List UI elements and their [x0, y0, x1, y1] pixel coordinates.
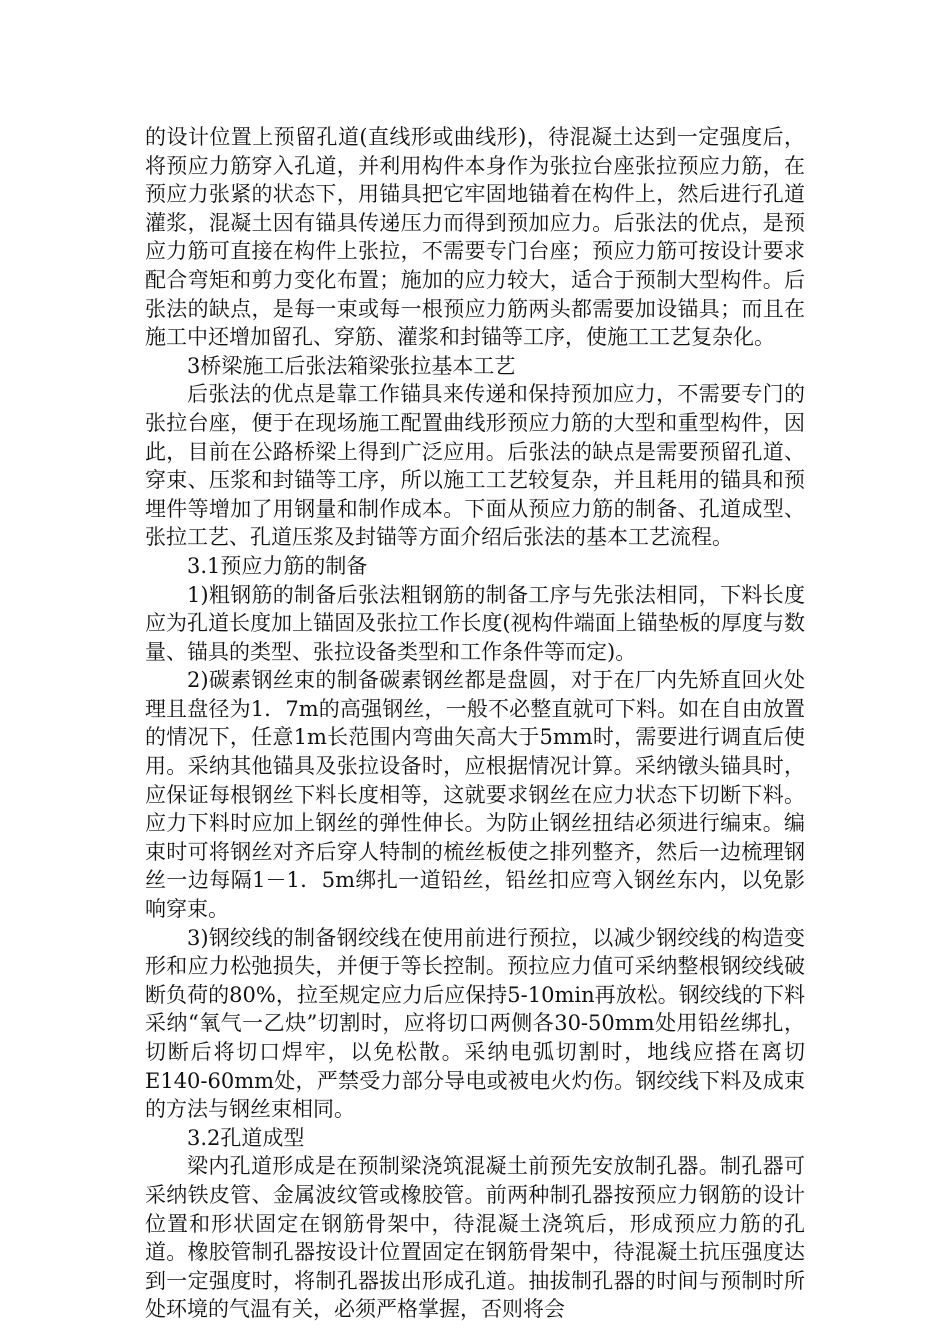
paragraph-post-tension-overview: 后张法的优点是靠工作锚具来传递和保持预加应力，不需要专门的张拉台座，便于在现场施工配置曲线形预应力筋的大型和重型构件，因此，目前在公路桥梁上得到广泛应用。后张法的缺点是需要预留孔道、穿束、压浆和封锚等工序，所以施工工艺较复杂，并且耗用的锚具和预埋件等增加了用钢量和制作成本。下面从预应力筋的制备、孔道成型、张拉工艺、孔道压浆及封锚等方面介绍后张法的基本工艺流程。 [145, 382, 805, 550]
paragraph-steel-strand: 3)钢绞线的制备钢绞线在使用前进行预拉，以减少钢绞线的构造变形和应力松弛损失，并便于等长控制。预拉应力值可采纳整根钢绞线破断负荷的80%，拉至规定应力后应保持5-10min再放松。钢绞线的下料采纳“氧气一乙炔”切割时，应将切口两侧各30-50mm处用铅丝绑扎，切断后将切口焊牢，以免松散。采纳电弧切割时，地线应搭在离切E140-60mm处，严禁受力部分导电或被电火灼伤。钢绞线下料及成束的方法与钢丝束相同。 [145, 925, 805, 1122]
section-heading-3-1: 3.1预应力筋的制备 [187, 553, 368, 578]
document-body [145, 123, 805, 1324]
paragraph-continued: 的设计位置上预留孔道(直线形或曲线形)，待混凝土达到一定强度后，将预应力筋穿入孔道，并利用构件本身作为张拉台座张拉预应力筋，在预应力张紧的状态下，用锚具把它牢固地锚着在构件上，然后进行孔道灌浆，混凝土因有锚具传递压力而得到预加应力。后张法的优点，是预应力筋可直接在构件上张拉，不需要专门台座；预应力筋可按设计要求配合弯矩和剪力变化布置；施加的应力较大，适合于预制大型构件。后张法的缺点，是每一束或每一根预应力筋两头都需要加设锚具；而且在施工中还增加留孔、穿筋、灌浆和封锚等工序，使施工工艺复杂化。 [145, 125, 805, 350]
section-heading-3: 3桥梁施工后张法箱梁张拉基本工艺 [187, 353, 516, 378]
paragraph-duct-forming: 梁内孔道形成是在预制梁浇筑混凝土前预先安放制孔器。制孔器可采纳铁皮管、金属波纹管或橡胶管。前两种制孔器按预应力钢筋的设计位置和形状固定在钢筋骨架中，待混凝土浇筑后，形成预应力筋的孔道。橡胶管制孔器按设计位置固定在钢筋骨架中，待混凝土抗压强度达到一定强度时，将制孔器拔出形成孔道。抽拔制孔器的时间与预制时所处环境的气温有关，必须严格掌握，否则将会 [145, 1154, 805, 1322]
section-heading-3-2: 3.2孔道成型 [187, 1125, 305, 1150]
paragraph-coarse-steel: 1)粗钢筋的制备后张法粗钢筋的制备工序与先张法相同，下料长度应为孔道长度加上锚固及张拉工作长度(视构件端面上锚垫板的厚度与数量、锚具的类型、张拉设备类型和工作条件等而定)。 [145, 582, 805, 664]
paragraph-carbon-steel-wire: 2)碳素钢丝束的制备碳素钢丝都是盘圆，对于在厂内先矫直回火处理且盘径为1．7m的高强钢丝，一般不必整直就可下料。如在自由放置的情况下，任意1m长范围内弯曲矢高大于5mm时，需要进行调直后使用。采纳其他锚具及张拉设备时，应根据情况计算。采纳镦头锚具时，应保证每根钢丝下料长度相等，这就要求钢丝在应力状态下切断下料。应力下料时应加上钢丝的弹性伸长。为防止钢丝扭结必须进行编束。编束时可将钢丝对齐后穿人特制的梳丝板使之排列整齐，然后一边梳理钢丝一边每隔1－1．5m绑扎一道铅丝，铅丝扣应弯入钢丝东内，以免影响穿束。 [145, 668, 805, 922]
